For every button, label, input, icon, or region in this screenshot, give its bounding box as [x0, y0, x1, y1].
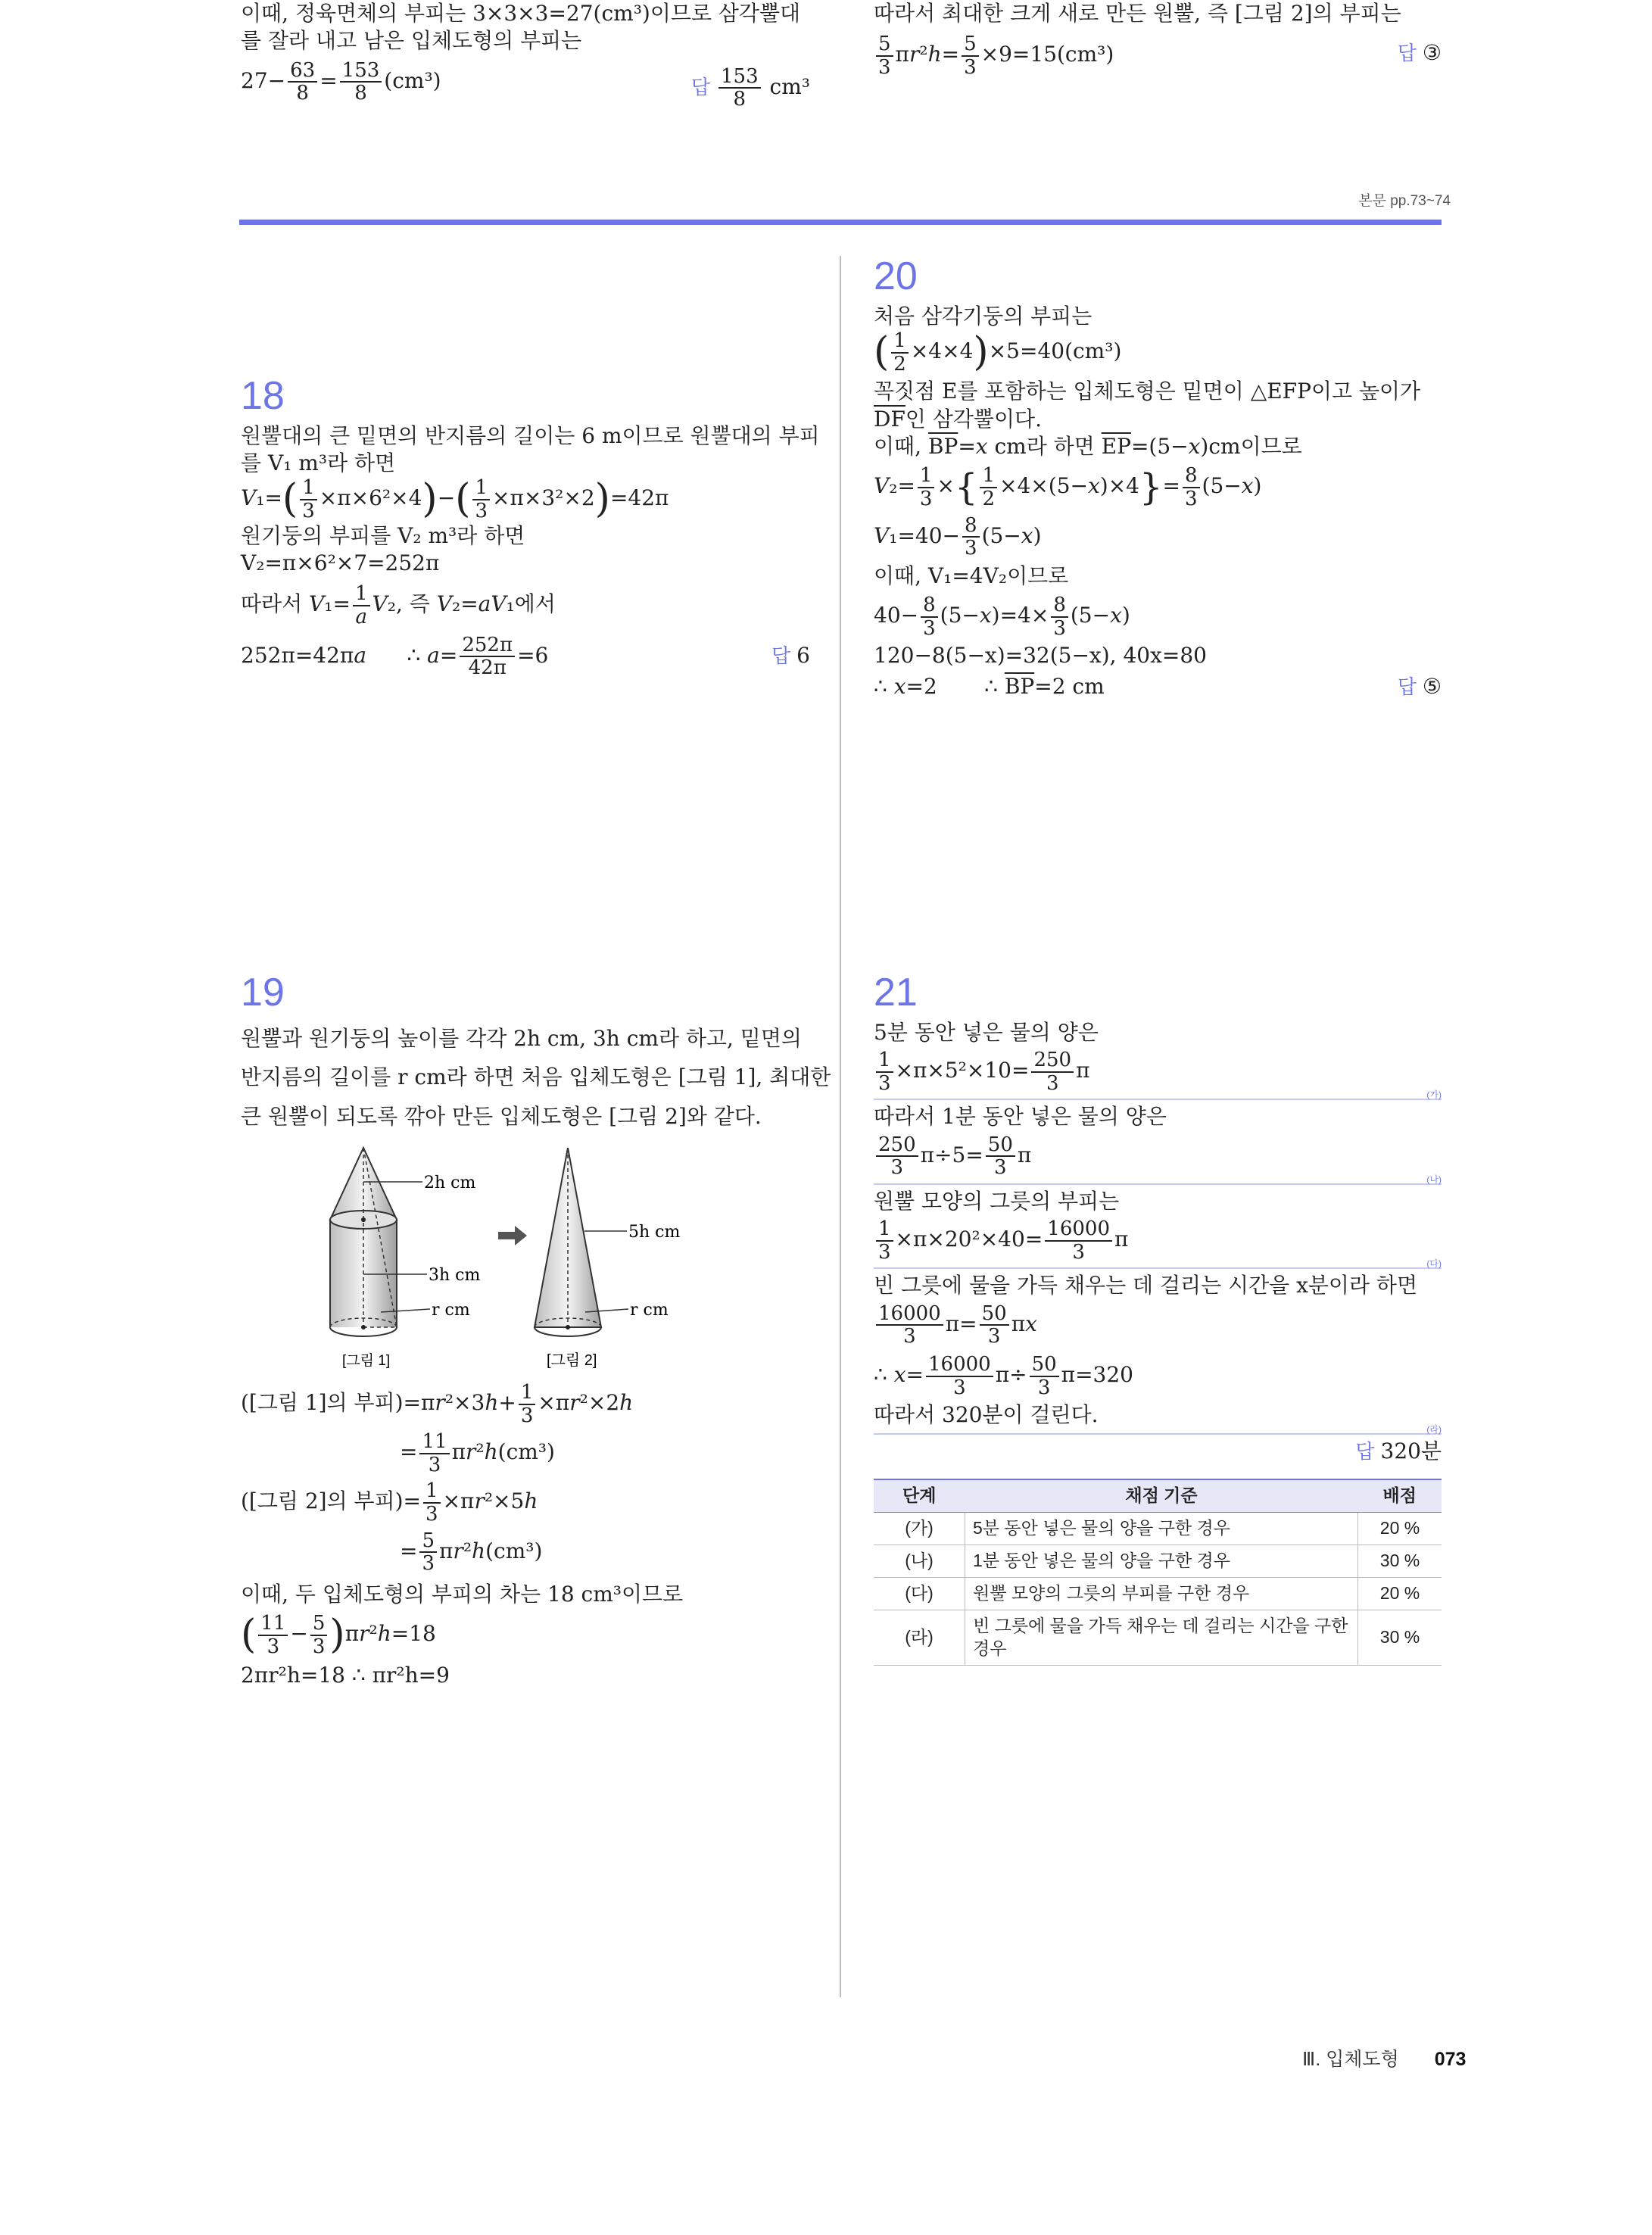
equation: $\frac{5}{3}$ πr²h= $\frac{5}{3}$ ×9=15(cm³) 답 ③ [874, 33, 1442, 78]
equation: V₁=( $\frac{1}{3}$ ×π×6²×4)−( $\frac{1}{3}$ ×π×3²×2)=42π [241, 476, 669, 522]
text-line: $\overline{DF}$인 삼각뿔이다. [874, 406, 1042, 432]
equation: 따라서 V₁= $\frac{1}{a}$ V₂, 즉 V₂=aV₁에서 [241, 582, 556, 628]
text-line: 원뿔 모양의 그릇의 부피는 [874, 1188, 1120, 1214]
text-line: 반지름의 길이를 r cm라 하면 처음 입체도형은 [그림 1], 최대한 [241, 1065, 831, 1090]
equation: V₂=π×6²×7=252π [241, 550, 440, 575]
table-row: (가) 5분 동안 넣은 물의 양을 구한 경우 20 % [874, 1513, 1442, 1545]
answer-line [874, 1438, 1442, 1465]
answer: 답 320분 [1355, 1439, 1442, 1464]
equation: V₂= $\frac{1}{3}$ ×{ $\frac{1}{2}$ ×4×(5−x)×4}= $\frac{8}{3}$ (5−x) [874, 464, 1262, 510]
equation: $\frac{1}{3}$ ×π×5²×10= $\frac{250}{3}$ π [874, 1049, 1442, 1094]
equation: ( $\frac{1}{2}$ ×4×4)×5=40(cm³) [874, 329, 1122, 376]
text-line: 따라서 320분이 걸린다. [874, 1402, 1099, 1428]
equation: $\frac{16000}{3}$ π= $\frac{50}{3}$ πx [874, 1303, 1442, 1348]
text-line: 따라서 1분 동안 넣은 물의 양은 [874, 1104, 1167, 1130]
text-line: 원뿔대의 큰 밑면의 반지름의 길이는 6 m이므로 원뿔대의 부피 [241, 422, 820, 448]
label-r-1: r cm [432, 1300, 470, 1320]
step-divider: (가) [874, 1099, 1442, 1100]
equation: ∴ x= $\frac{16000}{3}$ π÷ $\frac{50}{3}$ π=320 [874, 1352, 1133, 1399]
page-reference: 본문 pp.73~74 [1358, 193, 1451, 209]
equation: $\frac{250}{3}$ π÷5= $\frac{50}{3}$ π [874, 1134, 1442, 1179]
header-rule [239, 220, 1442, 225]
label-r-2: r cm [630, 1300, 669, 1320]
text-line: 따라서 최대한 크게 새로 만든 원뿔, 즉 [그림 2]의 부피는 [874, 1, 1401, 26]
solid-figures [241, 1136, 810, 1371]
equation: 120−8(5−x)=32(5−x), 40x=80 [874, 643, 1207, 669]
fig2-caption: [그림 2] [547, 1351, 597, 1369]
figure-1 [330, 1148, 480, 1369]
text-line: 5분 동안 넣은 물의 양은 [874, 1019, 1099, 1045]
equation: $\frac{1}{3}$ ×π×20²×40= $\frac{16000}{3}$ π [874, 1218, 1442, 1263]
problem-20 [874, 251, 1442, 700]
left-column [241, 0, 831, 1688]
label-3h: 3h cm [429, 1265, 481, 1285]
arrow-icon [498, 1226, 527, 1245]
table-row: (다) 원뿔 모양의 그릇의 부피를 구한 경우 20 % [874, 1578, 1442, 1610]
text-line: 를 V₁ m³라 하면 [241, 450, 396, 475]
left-top-solution [241, 0, 810, 111]
equation: 이때, $\overline{BP}=x$ cm라 하면 $\overline{EP}=(5-x)cm$이므로 [874, 433, 1302, 459]
scoring-table [874, 1479, 1442, 1665]
text-line: 이때, 정육면체의 부피는 3×3×3=27(cm³)이므로 삼각뿔대 [241, 1, 801, 26]
table-header: 채점 기준 [965, 1479, 1358, 1512]
equation: = $\frac{5}{3}$ πr²h(cm³) [400, 1529, 543, 1576]
step-divider: (나) [874, 1183, 1442, 1185]
text-line: 빈 그릇에 물을 가득 채우는 데 걸리는 시간을 x분이라 하면 [874, 1273, 1418, 1298]
answer: 답 ③ [1397, 40, 1442, 66]
step-divider: (다) [874, 1267, 1442, 1269]
page-footer [1302, 2044, 1466, 2071]
table-header: 배점 [1358, 1479, 1442, 1512]
problem-number: 21 [874, 971, 918, 1015]
text-line: 를 잘라 내고 남은 입체도형의 부피는 [241, 28, 582, 54]
text-line: 원뿔과 원기둥의 높이를 각각 2h cm, 3h cm라 하고, 밑면의 [241, 1025, 802, 1051]
equation: = $\frac{11}{3}$ πr²h(cm³) [400, 1430, 555, 1476]
text-line: 이때, 두 입체도형의 부피의 차는 18 cm³이므로 [241, 1581, 684, 1607]
equation: 27− $\frac{63}{8}$ = $\frac{153}{8}$ (cm³) 답 $\frac{153}{8}$ cm³ [241, 58, 810, 111]
text-line: 큰 원뿔이 되도록 깎아 만든 입체도형은 [그림 2]와 같다. [241, 1104, 762, 1130]
equation: V₁=40− $\frac{8}{3}$ (5−x) [874, 513, 1042, 560]
answer: 답 $\frac{153}{8}$ cm³ [690, 64, 810, 111]
problem-number: 19 [241, 971, 285, 1015]
problem-number: 18 [241, 374, 285, 418]
table-row: (라) 빈 그릇에 물을 가득 채우는 데 걸리는 시간을 구한 경우 30 % [874, 1610, 1442, 1666]
equation: ( $\frac{11}{3}$ − $\frac{5}{3}$ )πr²h=18 [241, 1611, 436, 1658]
figure-2 [535, 1148, 680, 1369]
problem-number: 20 [874, 254, 918, 298]
label-2h: 2h cm [424, 1173, 476, 1192]
text-line: 처음 삼각기둥의 부피는 [874, 303, 1093, 329]
text-line: 원기둥의 부피를 V₂ m³라 하면 [241, 522, 525, 548]
answer: 답 6 [771, 642, 810, 668]
page-number: 073 [1434, 2049, 1467, 2070]
right-top-solution [874, 0, 1442, 79]
fig1-caption: [그림 1] [342, 1352, 391, 1369]
table-row: (나) 1분 동안 넣은 물의 양을 구한 경우 30 % [874, 1545, 1442, 1578]
equation: ∴ x=2 ∴ $\overline{BP}=2$ cm 답 ⑤ [874, 673, 1442, 700]
label-5h: 5h cm [628, 1222, 681, 1242]
column-divider [840, 256, 841, 1997]
table-header: 단계 [874, 1479, 965, 1512]
equation: ([그림 2]의 부피)= $\frac{1}{3}$ ×πr²×5h [241, 1479, 538, 1526]
chapter-title: Ⅲ. 입체도형 [1302, 2049, 1399, 2070]
answer: 답 ⑤ [1397, 673, 1442, 699]
text-line: 이때, V₁=4V₂이므로 [874, 563, 1069, 588]
problem-18 [241, 371, 820, 680]
step-divider: (라) [874, 1433, 1442, 1435]
problem-19 [241, 968, 831, 1690]
problem-21 [874, 968, 1442, 1666]
equation: 252π=42πa ∴ a= $\frac{252\pi}{42\pi}$ =6 답 6 [241, 633, 810, 680]
equation: 40− $\frac{8}{3}$ (5−x)=4× $\frac{8}{3}$ (5−x) [874, 594, 1130, 640]
equation: 2πr²h=18 ∴ πr²h=9 [241, 1663, 450, 1688]
equation: ([그림 1]의 부피)=πr²×3h+ $\frac{1}{3}$ ×πr²×2h [241, 1380, 634, 1427]
text-line: 꼭짓점 E를 포함하는 입체도형은 밑면이 △EFP이고 높이가 [874, 379, 1421, 404]
